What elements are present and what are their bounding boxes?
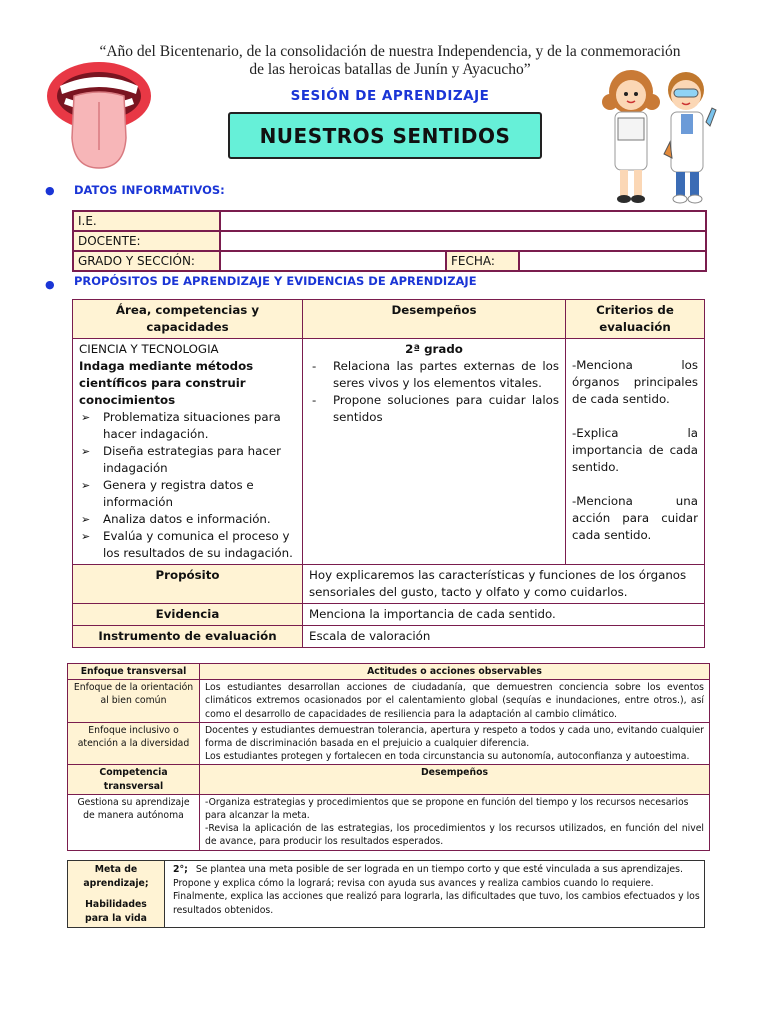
docente-field[interactable] bbox=[220, 231, 706, 251]
grado-label: GRADO Y SECCIÓN: bbox=[73, 251, 220, 271]
list-item: ➢ Diseña estrategias para hacer indagación bbox=[79, 443, 296, 477]
col-desempenos-header: Desempeños bbox=[200, 765, 710, 794]
bullet-icon: ● bbox=[45, 278, 55, 291]
competencia-text: -Organiza estrategias y procedimientos que se propone en función del tiempo y los recursos necesarios para alcanzar la meta. bbox=[205, 796, 689, 822]
criterio-1: -Menciona los órganos principales de cada sentido. bbox=[572, 358, 698, 406]
kids-scientists-illustration bbox=[598, 62, 726, 204]
col-desempenos-header: Desempeños bbox=[303, 300, 566, 339]
list-item: ➢ Evalúa y comunica el proceso y los resultados de su indagación. bbox=[79, 528, 296, 562]
competencia-name: Indaga mediante métodos científicos para construir conocimientos bbox=[79, 359, 254, 407]
datos-heading: DATOS INFORMATIVOS: bbox=[74, 183, 225, 197]
list-item: ➢ Problematiza situaciones para hacer indagación. bbox=[79, 409, 296, 443]
instrumento-text: Escala de valoración bbox=[303, 626, 705, 648]
datos-table bbox=[72, 210, 707, 272]
col-enfoque-header: Enfoque transversal bbox=[68, 664, 200, 680]
propositos-table bbox=[72, 299, 705, 648]
instrumento-label: Instrumento de evaluación bbox=[73, 626, 303, 648]
meta-text: Se plantea una meta posible de ser lograda en un tiempo corto y que esté vinculada a sus aprendizajes. Propone y explica cómo la logrará; revisa con ayuda sus avances y realiza cambios cuando lo requiere. Finalmente, explica las acciones que realizó para lograrla, las dificultades que tuvo, los cambios efectuados y los resultados obtenidos. bbox=[173, 864, 700, 916]
enfoque-text: Los estudiantes protegen y fortalecen en toda circunstancia su autonomía, autoconfianza y autoestima. bbox=[205, 751, 690, 763]
enfoque-name: Enfoque inclusivo o atención a la diversidad bbox=[68, 722, 200, 765]
proposito-label: Propósito bbox=[73, 565, 303, 604]
enfoque-name: Enfoque de la orientación al bien común bbox=[68, 680, 200, 723]
fecha-field[interactable] bbox=[519, 251, 706, 271]
criterios-cell bbox=[566, 339, 705, 565]
criterio-2: -Explica la importancia de cada sentido. bbox=[572, 426, 698, 474]
desempenos-cell bbox=[303, 339, 566, 565]
desempenos-list bbox=[309, 358, 559, 426]
habilidades-label: Habilidades para la vida bbox=[85, 899, 147, 924]
meta-grade: 2°; bbox=[173, 864, 188, 875]
session-label: SESIÓN DE APRENDIZAJE bbox=[290, 88, 490, 104]
competencia-text: -Revisa la aplicación de las estrategias, los procedimientos y los recursos utilizados, en función del nivel de avance, para producir los resultados esperados. bbox=[205, 823, 704, 848]
fecha-label: FECHA: bbox=[446, 251, 519, 271]
list-item: - Relaciona las partes externas de los seres vivos y los elementos vitales. bbox=[309, 358, 559, 392]
evidencia-text: Menciona la importancia de cada sentido. bbox=[303, 604, 705, 626]
ie-field[interactable] bbox=[220, 211, 706, 231]
list-item: ➢ Analiza datos e información. bbox=[79, 511, 296, 528]
competencia-text-cell bbox=[200, 794, 710, 850]
ie-label: I.E. bbox=[73, 211, 220, 231]
col-actitudes-header: Actitudes o acciones observables bbox=[200, 664, 710, 680]
main-title: NUESTROS SENTIDOS bbox=[228, 112, 542, 159]
enfoques-table bbox=[67, 663, 710, 851]
meta-text-cell bbox=[165, 861, 705, 928]
meta-label: Meta de aprendizaje; bbox=[83, 864, 149, 889]
enfoque-text-cell bbox=[200, 722, 710, 765]
evidencia-label: Evidencia bbox=[73, 604, 303, 626]
motto-line-1: “Año del Bicentenario, de la consolidación de nuestra Independencia, y de la conmemoración bbox=[99, 43, 681, 60]
propositos-heading: PROPÓSITOS DE APRENDIZAJE Y EVIDENCIAS DE APRENDIZAJE bbox=[74, 274, 477, 288]
enfoque-text: Los estudiantes desarrollan acciones de ciudadanía, que demuestren conciencia sobre los eventos climáticos extremos ocasionados por el calentamiento global (sequías e inundaciones, entre otros.), así como el desarrollo de capacidades de resiliencia para la adaptación al cambio climático. bbox=[200, 680, 710, 723]
bullet-icon: ● bbox=[45, 184, 55, 197]
docente-label: DOCENTE: bbox=[73, 231, 220, 251]
list-item: - Propone soluciones para cuidar lalos sentidos bbox=[309, 392, 559, 426]
competencia-transversal: Gestiona su aprendizaje de manera autónoma bbox=[68, 794, 200, 850]
area-cell bbox=[73, 339, 303, 565]
criterio-3: -Menciona una acción para cuidar cada sentido. bbox=[572, 494, 698, 542]
commemorative-motto bbox=[60, 43, 720, 79]
meta-table bbox=[67, 860, 705, 928]
proposito-text: Hoy explicaremos las características y funciones de los órganos sensoriales del gusto, tacto y olfato y como cuidarlos. bbox=[303, 565, 705, 604]
capacidades-list bbox=[79, 409, 296, 562]
list-item: ➢ Genera y registra datos e información bbox=[79, 477, 296, 511]
enfoque-text: Docentes y estudiantes demuestran tolerancia, apertura y respeto a todos y cada uno, evitando cualquier forma de discriminación basada en el prejuicio a cualquier diferencia. bbox=[205, 724, 704, 750]
col-competencia-header: Competencia transversal bbox=[68, 765, 200, 794]
area-name: CIENCIA Y TECNOLOGIA bbox=[79, 342, 219, 356]
motto-line-2: de las heroicas batallas de Junín y Ayacucho” bbox=[249, 61, 531, 78]
col-area-header: Área, competencias y capacidades bbox=[73, 300, 303, 339]
grado-label: 2ª grado bbox=[405, 342, 463, 356]
col-criterios-header: Criterios de evaluación bbox=[566, 300, 705, 339]
grado-field[interactable] bbox=[220, 251, 446, 271]
meta-labels bbox=[68, 861, 165, 928]
